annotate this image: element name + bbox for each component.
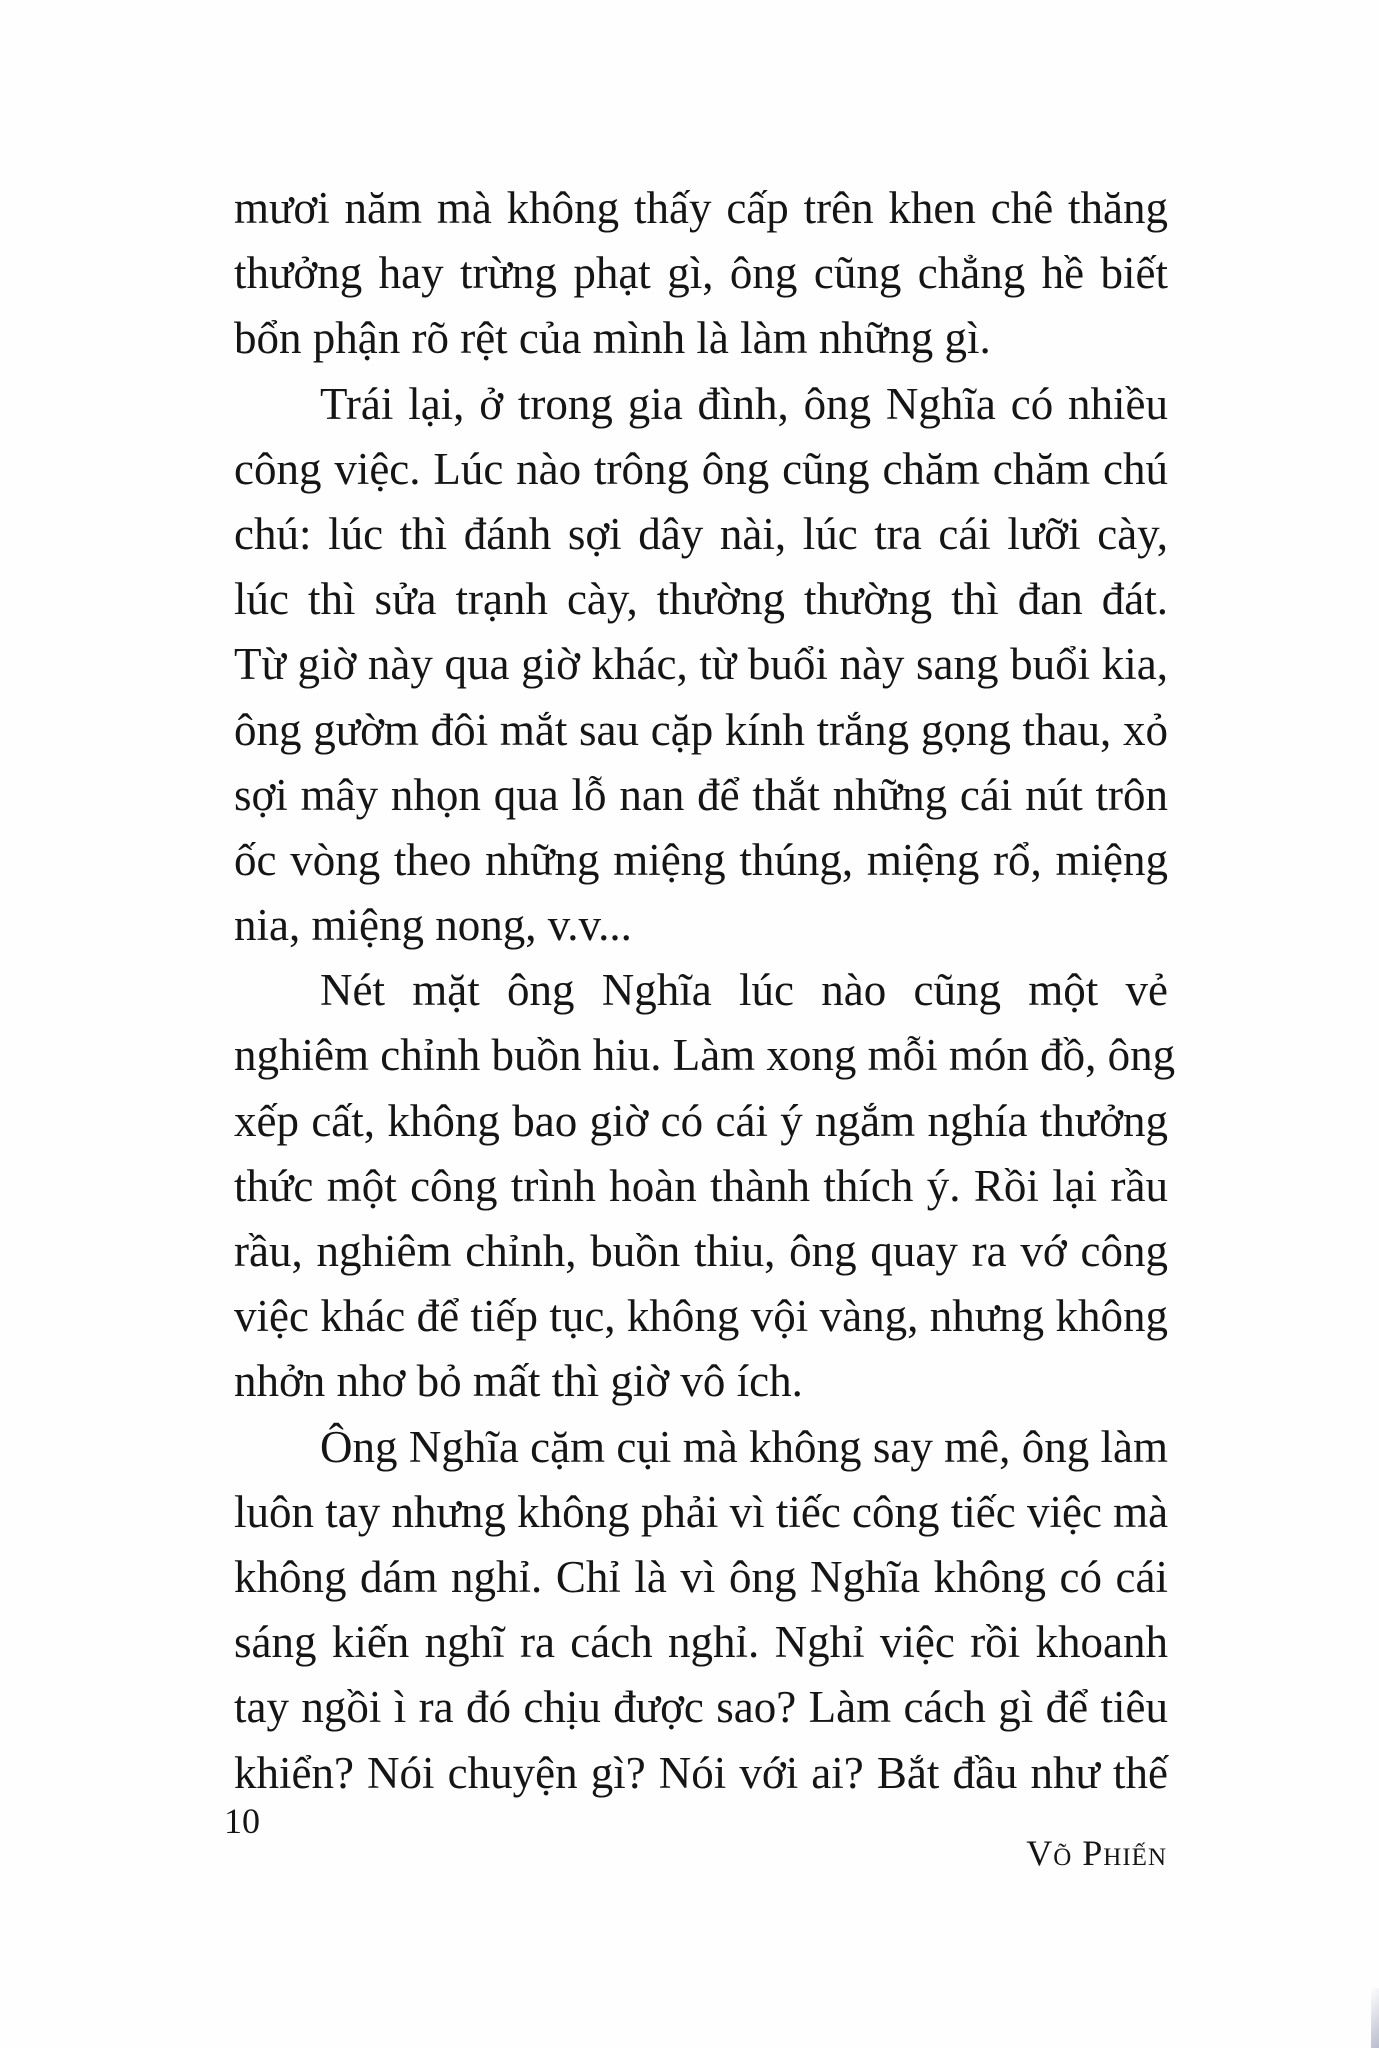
text-line: nhởn nhơ bỏ mất thì giờ vô ích.: [234, 1356, 803, 1407]
text-line: ốc vòng theo những miệng thúng, miệng rổ, miệng: [234, 834, 1168, 885]
text-line: không dám nghỉ. Chỉ là vì ông Nghĩa không có cái: [234, 1551, 1168, 1602]
text-line: thức một công trình hoàn thành thích ý. Rồi lại rầu: [234, 1160, 1168, 1211]
paragraph-4: [234, 1415, 1168, 1806]
paragraph-2: [234, 372, 1168, 959]
text-line: tay ngồi ì ra đó chịu được sao? Làm cách gì để tiêu: [234, 1682, 1168, 1733]
text-line: thưởng hay trừng phạt gì, ông cũng chẳng hề biết: [234, 248, 1168, 299]
text-line: sợi mây nhọn qua lỗ nan để thắt những cái nút trôn: [234, 769, 1168, 820]
text-line: Trái lại, ở trong gia đình, ông Nghĩa có nhiều: [320, 378, 1168, 429]
body-text: [234, 176, 1176, 1806]
text-line: bổn phận rõ rệt của mình là làm những gì.: [234, 313, 991, 364]
text-line: xếp cất, không bao giờ có cái ý ngắm nghía thưởng: [234, 1095, 1168, 1146]
page-edge-shadow: [1371, 1988, 1379, 2048]
text-line: rầu, nghiêm chỉnh, buồn thiu, ông quay ra vớ công: [234, 1226, 1168, 1276]
text-line: luôn tay nhưng không phải vì tiếc công tiếc việc mà: [234, 1486, 1169, 1537]
text-line: việc khác để tiếp tục, không vội vàng, nhưng không: [234, 1291, 1168, 1342]
text-line: công việc. Lúc nào trông ông cũng chăm chăm chú: [234, 443, 1168, 494]
page-number: 10: [224, 1801, 260, 1841]
text-line: nia, miệng nong, v.v...: [234, 900, 632, 951]
text-line: Ông Nghĩa cặm cụi mà không say mê, ông làm: [320, 1421, 1168, 1472]
author-name-footer: Võ Phiến: [1026, 1833, 1167, 1873]
text-line: chú: lúc thì đánh sợi dây nài, lúc tra cái lưỡi cày,: [234, 508, 1168, 559]
text-line: Nét mặt ông Nghĩa lúc nào cũng một vẻ: [320, 965, 1168, 1016]
text-line: khiển? Nói chuyện gì? Nói với ai? Bắt đầu như thế: [234, 1747, 1168, 1798]
paragraph-1: [234, 176, 1168, 372]
text-line: mươi năm mà không thấy cấp trên khen chê thăng: [234, 183, 1168, 233]
text-line: lúc thì sửa trạnh cày, thường thường thì đan đát.: [234, 574, 1168, 625]
text-line: Từ giờ này qua giờ khác, từ buổi này sang buổi kia,: [234, 639, 1168, 690]
text-line: nghiêm chỉnh buồn hiu. Làm xong mỗi món đồ, ông: [234, 1030, 1176, 1081]
paragraph-3: [234, 958, 1176, 1414]
text-line: ông gườm đôi mắt sau cặp kính trắng gọng thau, xỏ: [234, 704, 1168, 755]
text-line: sáng kiến nghĩ ra cách nghỉ. Nghỉ việc rồi khoanh: [234, 1617, 1168, 1668]
